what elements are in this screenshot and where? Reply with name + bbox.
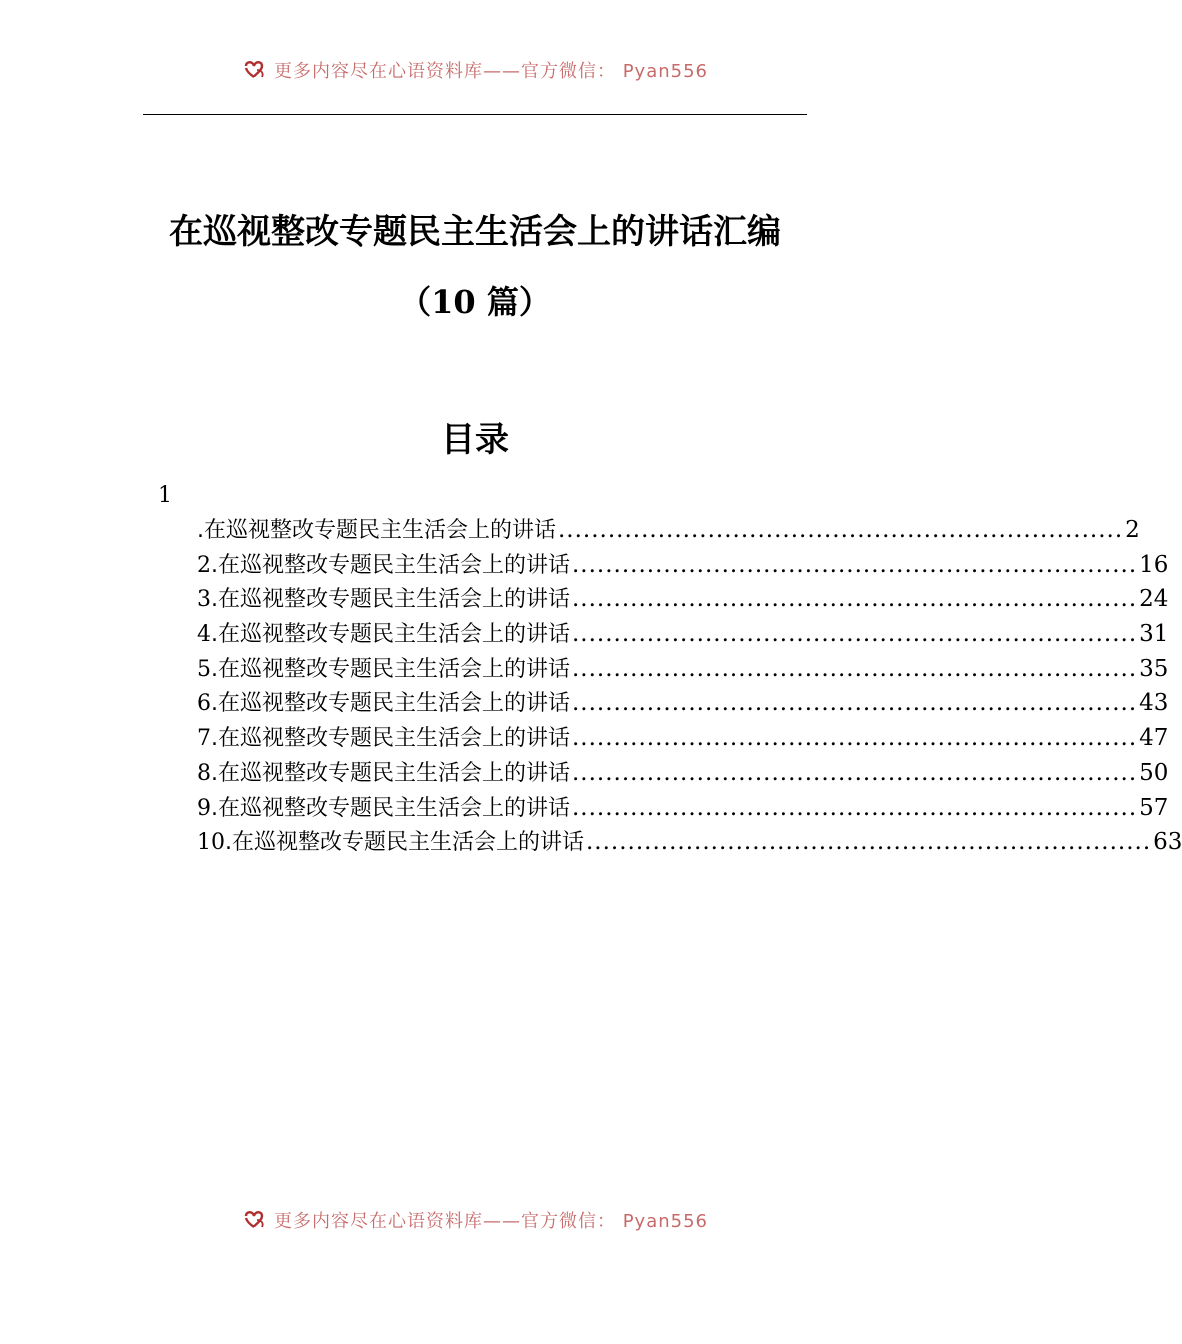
watermark-text: 更多内容尽在心语资料库——官方微信： Pyan556 [273,1211,709,1232]
toc-stray-number: 1 [158,483,172,508]
toc-entry-page: 2 [1125,517,1140,543]
toc-leader-dots: .................................................................... [572,690,1138,717]
toc-entry[interactable] [197,756,1169,791]
toc-entry[interactable] [197,686,1169,721]
document-title: 在巡视整改专题民主生活会上的讲话汇编 [169,212,781,252]
toc-leader-dots: .................................................................... [586,829,1152,856]
table-of-contents [197,513,1182,860]
toc-leader-dots: .................................................................... [572,586,1138,613]
toc-entry-page: 16 [1139,551,1169,578]
toc-entry-page: 43 [1139,690,1169,717]
toc-entry-label: 7.在巡视整改专题民主生活会上的讲话 [197,726,570,752]
toc-entry[interactable] [197,791,1169,826]
heart-swirl-logo-icon [242,58,270,80]
toc-entry[interactable] [197,652,1169,687]
toc-entry[interactable] [197,617,1169,652]
toc-leader-dots: .................................................................... [572,621,1138,648]
header-watermark [0,58,950,80]
header-rule [143,114,807,115]
toc-entry-label: 9.在巡视整改专题民主生活会上的讲话 [197,795,570,821]
toc-entry[interactable] [197,548,1169,583]
toc-entry-page: 35 [1139,655,1169,682]
toc-entry-label: 5.在巡视整改专题民主生活会上的讲话 [197,656,570,682]
toc-entry[interactable] [197,513,1140,548]
toc-leader-dots: .................................................................... [572,551,1138,578]
toc-entry-label: 4.在巡视整改专题民主生活会上的讲话 [197,622,570,648]
toc-entry-label: 3.在巡视整改专题民主生活会上的讲话 [197,587,570,613]
toc-leader-dots: .................................................................... [572,794,1138,821]
toc-entry-label: 2.在巡视整改专题民主生活会上的讲话 [197,552,570,578]
toc-entry-page: 63 [1153,829,1182,856]
toc-entry-page: 31 [1139,621,1169,648]
toc-entry-label: 10.在巡视整改专题民主生活会上的讲话 [197,830,584,856]
footer-watermark [0,1208,950,1230]
watermark-text: 更多内容尽在心语资料库——官方微信： Pyan556 [273,61,709,82]
toc-entry-page: 24 [1139,586,1169,613]
toc-leader-dots: .................................................................... [572,725,1138,752]
toc-leader-dots: .................................................................... [572,655,1138,682]
toc-heading: 目录 [441,420,509,460]
toc-leader-dots: .................................................................... [558,517,1124,543]
toc-entry-label: .在巡视整改专题民主生活会上的讲话 [197,518,556,543]
toc-leader-dots: .................................................................... [572,759,1138,786]
heart-swirl-logo-icon [242,1208,270,1230]
toc-entry-page: 57 [1139,794,1169,821]
toc-entry[interactable] [197,721,1169,756]
toc-entry-page: 47 [1139,725,1169,752]
toc-entry-label: 8.在巡视整改专题民主生活会上的讲话 [197,760,570,786]
toc-entry-label: 6.在巡视整改专题民主生活会上的讲话 [197,691,570,717]
toc-entry-page: 50 [1139,759,1169,786]
toc-entry[interactable] [197,825,1182,860]
document-subtitle: （10 篇） [399,283,551,321]
toc-entry[interactable] [197,582,1169,617]
